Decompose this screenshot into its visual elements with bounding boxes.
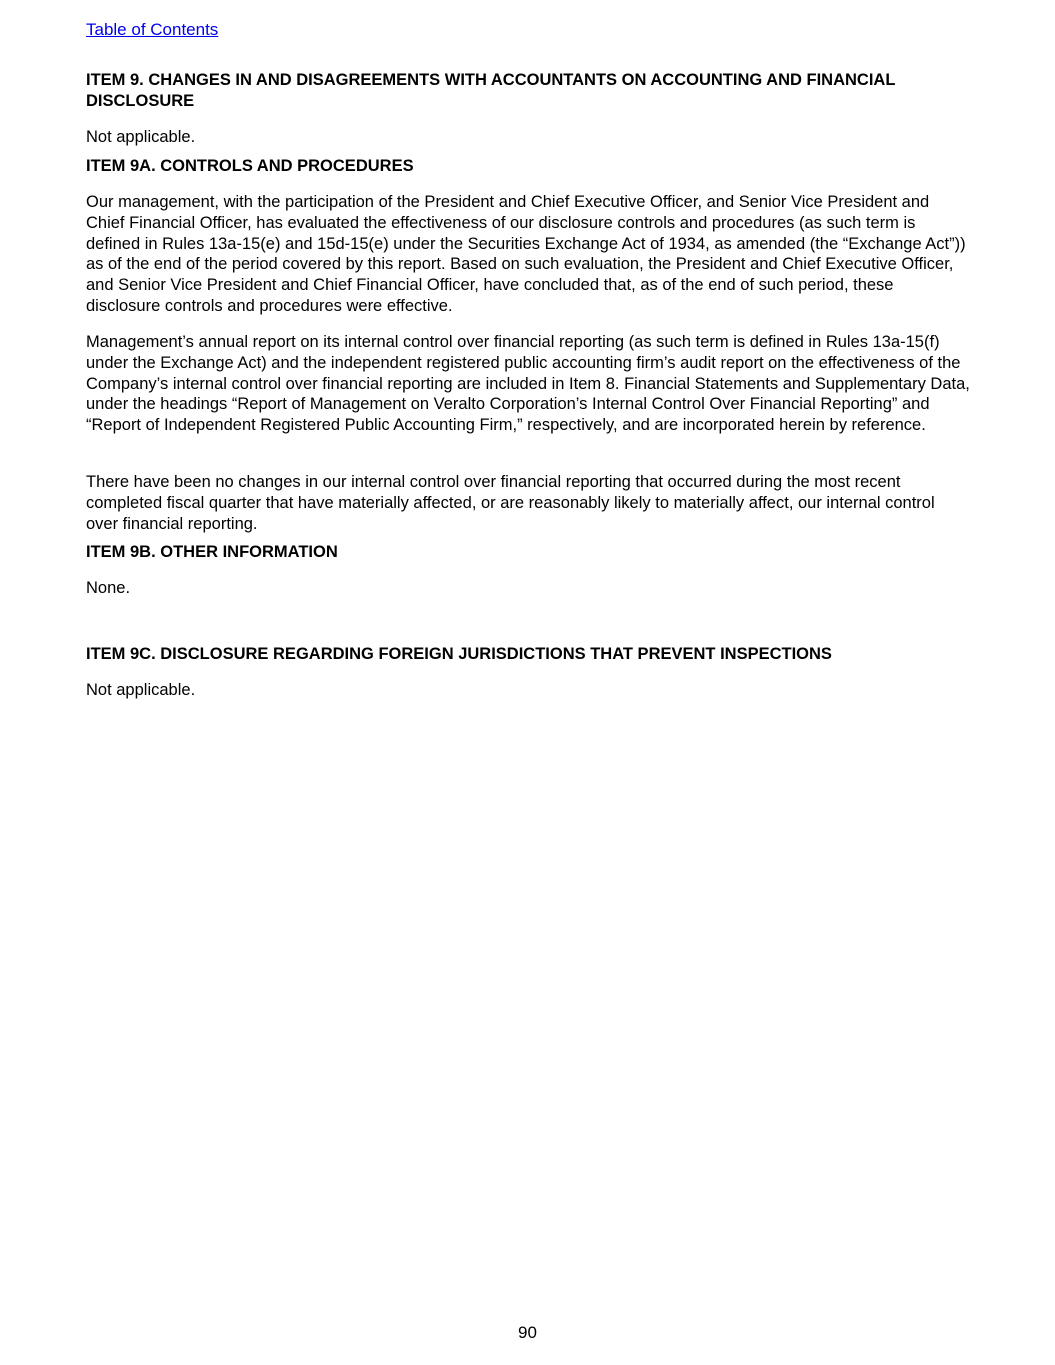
item-9a-paragraph-2: Management’s annual report on its internal control over financial reporting (as such term is defined in Rules 13a-15(f) under the Exchange Act) and the independent registered public accounting firm’s audit report on the effectiveness of the Company’s internal control over financial reporting are included in Item 8. Financial Statements and Supplementary Data, under the headings “Report of Management on Veralto Corporation’s Internal Control Over Financial Reporting” and “Report of Independent Registered Public Accounting Firm,” respectively, and are incorporated herein by reference. [86, 333, 970, 435]
table-of-contents-link[interactable]: Table of Contents [86, 20, 219, 39]
item-9-heading: ITEM 9. CHANGES IN AND DISAGREEMENTS WITH ACCOUNTANTS ON ACCOUNTING AND FINANCIAL DISCLOSURE [86, 71, 896, 110]
item-9b-body: None. [86, 579, 131, 597]
item-9a-paragraph-1: Our management, with the participation of the President and Chief Executive Officer, and Senior Vice President and Chief Financial Officer, has evaluated the effectiveness of our disclosure controls and procedures (as such term is defined in Rules 13a-15(e) and 15d-15(e) under the Securities Exchange Act of 1934, as amended (the “Exchange Act”)) as of the end of the period covered by this report. Based on such evaluation, the President and Chief Executive Officer, and Senior Vice President and Chief Financial Officer, have concluded that, as of the end of such period, these disclosure controls and procedures were effective. [86, 193, 966, 315]
item-9b-heading: ITEM 9B. OTHER INFORMATION [86, 543, 338, 561]
item-9-body: Not applicable. [86, 128, 196, 146]
page-number: 90 [518, 1323, 537, 1342]
item-9c-heading: ITEM 9C. DISCLOSURE REGARDING FOREIGN JURISDICTIONS THAT PREVENT INSPECTIONS [86, 645, 832, 663]
item-9a-heading: ITEM 9A. CONTROLS AND PROCEDURES [86, 157, 414, 175]
item-9c-body: Not applicable. [86, 681, 196, 699]
item-9a-paragraph-3: There have been no changes in our internal control over financial reporting that occurred during the most recent completed fiscal quarter that have materially affected, or are reasonably likely to materially affect, our internal control over financial reporting. [86, 473, 935, 533]
